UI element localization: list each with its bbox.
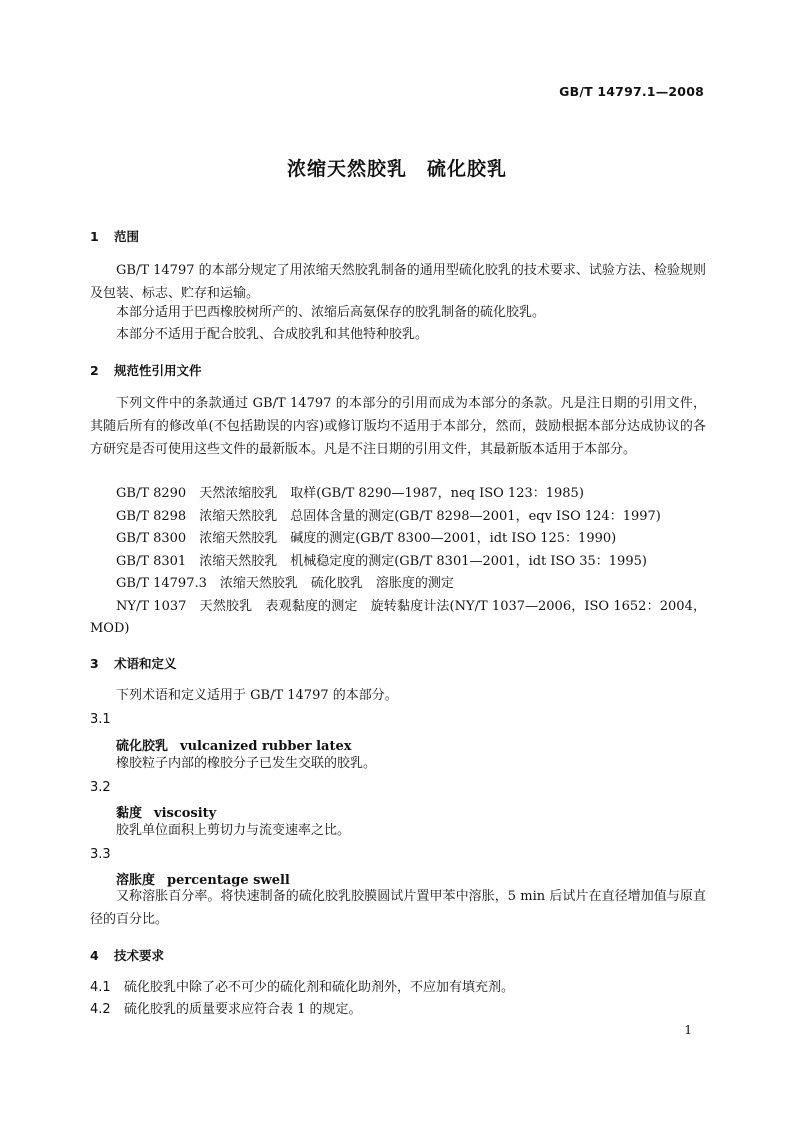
reference-item: GB/T 8290 天然浓缩胶乳 取样(GB/T 8290—1987，neq ISO 123：1985) xyxy=(116,486,584,501)
section-title: 范围 xyxy=(114,229,140,244)
section-number: 4 xyxy=(90,948,99,963)
section-1-paragraph-3: 本部分不适用于配合胶乳、合成胶乳和其他特种胶乳。 xyxy=(116,327,429,342)
clause-4-2 xyxy=(90,999,362,1021)
reference-item: GB/T 8300 浓缩天然胶乳 碱度的测定(GB/T 8300—2001，idt ISO 125：1990) xyxy=(116,531,617,546)
document-title: 浓缩天然胶乳 硫化胶乳 xyxy=(286,158,507,180)
term-name xyxy=(116,802,216,821)
term-definition: 胶乳单位面积上剪切力与流变速率之比。 xyxy=(116,823,351,838)
section-1-paragraph-2: 本部分适用于巴西橡胶树所产的、浓缩后高氨保存的胶乳制备的硫化胶乳。 xyxy=(116,305,546,320)
term-name-cn: 黏度 xyxy=(116,806,143,821)
section-3-intro: 下列术语和定义适用于 GB/T 14797 的本部分。 xyxy=(116,688,398,703)
term-name-cn: 溶胀度 xyxy=(116,873,156,888)
clause-text: 硫化胶乳的质量要求应符合表 1 的规定。 xyxy=(124,1002,362,1017)
section-number: 2 xyxy=(90,363,99,378)
clause-number: 4.1 xyxy=(90,980,111,995)
section-title: 规范性引用文件 xyxy=(114,363,202,378)
term-number: 3.2 xyxy=(90,780,111,795)
term-number: 3.1 xyxy=(90,712,111,727)
reference-item: GB/T 8298 浓缩天然胶乳 总固体含量的测定(GB/T 8298—2001，eqv ISO 124：1997) xyxy=(116,509,661,524)
clause-number: 4.2 xyxy=(90,1002,111,1017)
reference-item: GB/T 8301 浓缩天然胶乳 机械稳定度的测定(GB/T 8301—2001，idt ISO 35：1995) xyxy=(116,554,647,569)
section-number: 1 xyxy=(90,229,99,244)
section-4-heading xyxy=(90,946,164,964)
standard-code: GB/T 14797.1—2008 xyxy=(559,84,704,99)
section-title: 技术要求 xyxy=(114,948,165,963)
section-3-heading xyxy=(90,654,177,672)
page-number: 1 xyxy=(684,1023,692,1037)
clause-text: 硫化胶乳中除了必不可少的硫化剂和硫化助剂外，不应加有填充剂。 xyxy=(124,980,515,995)
section-number: 3 xyxy=(90,656,99,671)
term-name-cn: 硫化胶乳 xyxy=(116,739,169,754)
clause-4-1 xyxy=(90,977,514,999)
term-number: 3.3 xyxy=(90,847,111,862)
section-2-heading xyxy=(90,361,202,379)
term-definition: 橡胶粒子内部的橡胶分子已发生交联的胶乳。 xyxy=(116,756,377,771)
section-title: 术语和定义 xyxy=(114,656,177,671)
term-name-en: vulcanized rubber latex xyxy=(180,739,352,754)
section-1-heading xyxy=(90,227,139,245)
term-name-en: viscosity xyxy=(154,806,217,821)
reference-item: GB/T 14797.3 浓缩天然胶乳 硫化胶乳 溶胀度的测定 xyxy=(116,576,454,591)
term-definition: 又称溶胀百分率。将快速制备的硫化胶乳胶膜圆试片置甲苯中溶胀，5 min 后试片在直径增加值与原直径的百分比。 xyxy=(90,889,706,927)
section-2-paragraph-1: 下列文件中的条款通过 GB/T 14797 的本部分的引用而成为本部分的条款。凡是注日期的引用文件，其随后所有的修改单(不包括勘误的内容)或修订版均不适用于本部分，然而，鼓励根据本部分达成协议的各方研究是否可使用这些文件的最新版本。凡是不注日期的引用文件，其最新版本适用于本部分。 xyxy=(90,396,706,457)
reference-item: NY/T 1037 天然胶乳 表观黏度的测定 旋转黏度计法(NY/T 1037—2006，ISO 1652：2004，MOD) xyxy=(90,599,706,636)
term-name-en: percentage swell xyxy=(167,873,290,888)
term-name xyxy=(116,735,351,754)
section-1-paragraph-1: GB/T 14797 的本部分规定了用浓缩天然胶乳制备的通用型硫化胶乳的技术要求、试验方法、检验规则及包装、标志、贮存和运输。 xyxy=(90,263,706,301)
